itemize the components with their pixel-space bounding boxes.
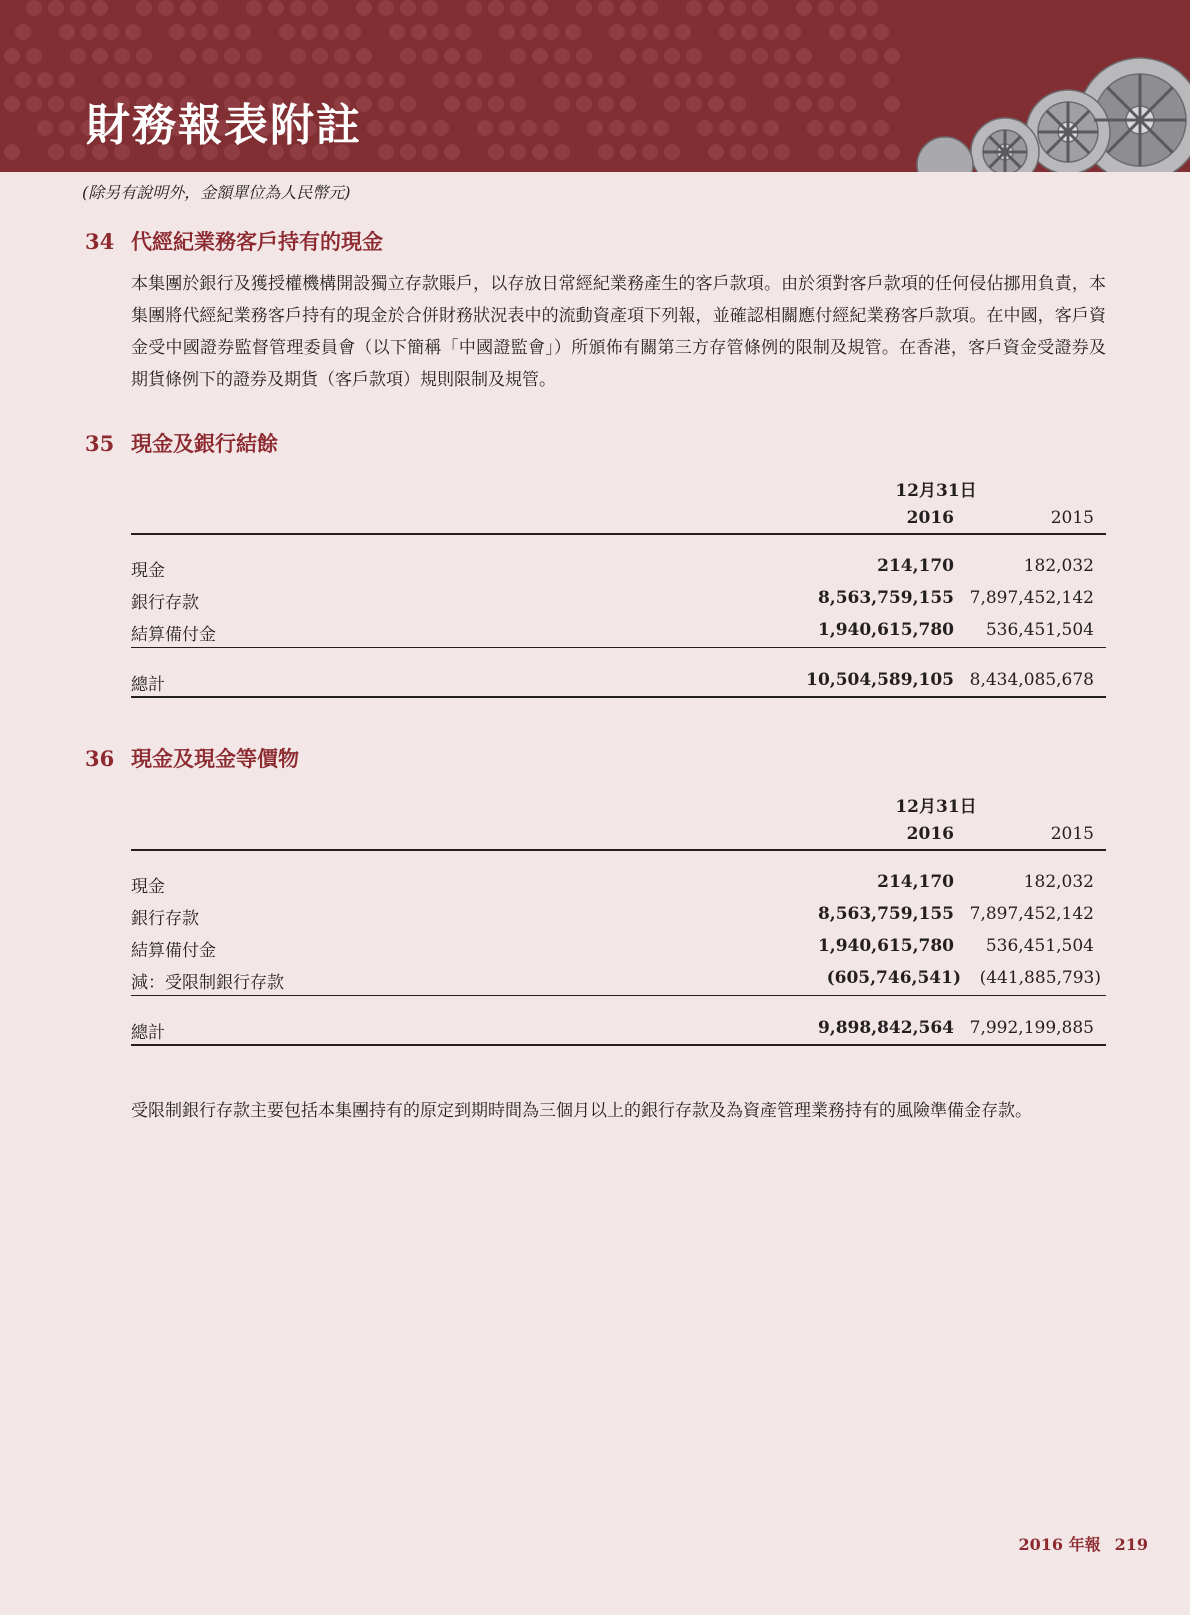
gears-icon — [890, 40, 1190, 172]
section-title: 現金及現金等價物 — [131, 746, 299, 771]
subtotal-rule — [131, 995, 1106, 996]
page-subtitle: (除另有說明外，金額單位為人民幣元) — [82, 183, 351, 202]
page-number: 219 — [1114, 1535, 1148, 1554]
section-34-heading — [85, 226, 383, 256]
table-row: 現金 214,170 182,032 — [131, 556, 1094, 581]
table-row: 現金 214,170 182,032 — [131, 872, 1094, 897]
section-title: 現金及銀行結餘 — [131, 431, 278, 456]
total-rule — [131, 1044, 1106, 1046]
date-header: 12月31日 — [895, 797, 977, 817]
page-footer — [1018, 1532, 1148, 1555]
table-total-row: 總計 10,504,589,105 8,434,085,678 — [131, 670, 1094, 695]
table-row: 減：受限制銀行存款 (605,746,541) (441,885,793) — [131, 968, 1101, 993]
date-header: 12月31日 — [895, 481, 977, 501]
cash-equivalents-table — [131, 792, 1106, 1052]
table-row: 銀行存款 8,563,759,155 7,897,452,142 — [131, 588, 1094, 613]
section-36-heading — [85, 743, 299, 773]
table-total-row: 總計 9,898,842,564 7,992,199,885 — [131, 1018, 1094, 1043]
section-34-paragraph: 本集團於銀行及獲授權機構開設獨立存款賬戶，以存放日常經紀業務產生的客戶款項。由於須對客戶款項的任何侵佔挪用負責，本集團將代經紀業務客戶持有的現金於合併財務狀況表中的流動資產項下列報，並確認相關應付經紀業務客戶款項。在中國，客戶資金受中國證券監督管理委員會（以下簡稱「中國證監會」）所頒佈有關第三方存管條例的限制及規管。在香港，客戶資金受證券及期貨條例下的證券及期貨（客戶款項）規則限制及規管。 — [131, 274, 1106, 390]
header-rule — [131, 533, 1106, 535]
year-current-header: 2016 — [906, 824, 954, 844]
total-rule — [131, 696, 1106, 698]
table-row: 銀行存款 8,563,759,155 7,897,452,142 — [131, 904, 1094, 929]
header-rule — [131, 849, 1106, 851]
year-prior-header: 2015 — [1050, 508, 1094, 528]
page-title: 財務報表附註 — [86, 100, 362, 151]
report-label: 2016 年報 — [1018, 1535, 1101, 1554]
year-prior-header: 2015 — [1050, 824, 1094, 844]
restricted-deposits-note: 受限制銀行存款主要包括本集團持有的原定到期時間為三個月以上的銀行存款及為資產管理業務持有的風險準備金存款。 — [131, 1101, 1032, 1121]
section-number: 34 — [85, 229, 115, 254]
header-banner — [0, 0, 1190, 172]
cash-bank-balances-table — [131, 476, 1106, 706]
table-row: 結算備付金 1,940,615,780 536,451,504 — [131, 936, 1094, 961]
section-number: 36 — [85, 746, 115, 771]
subtotal-rule — [131, 647, 1106, 648]
table-row: 結算備付金 1,940,615,780 536,451,504 — [131, 620, 1094, 645]
year-current-header: 2016 — [906, 508, 954, 528]
section-title: 代經紀業務客戶持有的現金 — [131, 229, 383, 254]
section-number: 35 — [85, 431, 115, 456]
section-35-heading — [85, 428, 278, 458]
